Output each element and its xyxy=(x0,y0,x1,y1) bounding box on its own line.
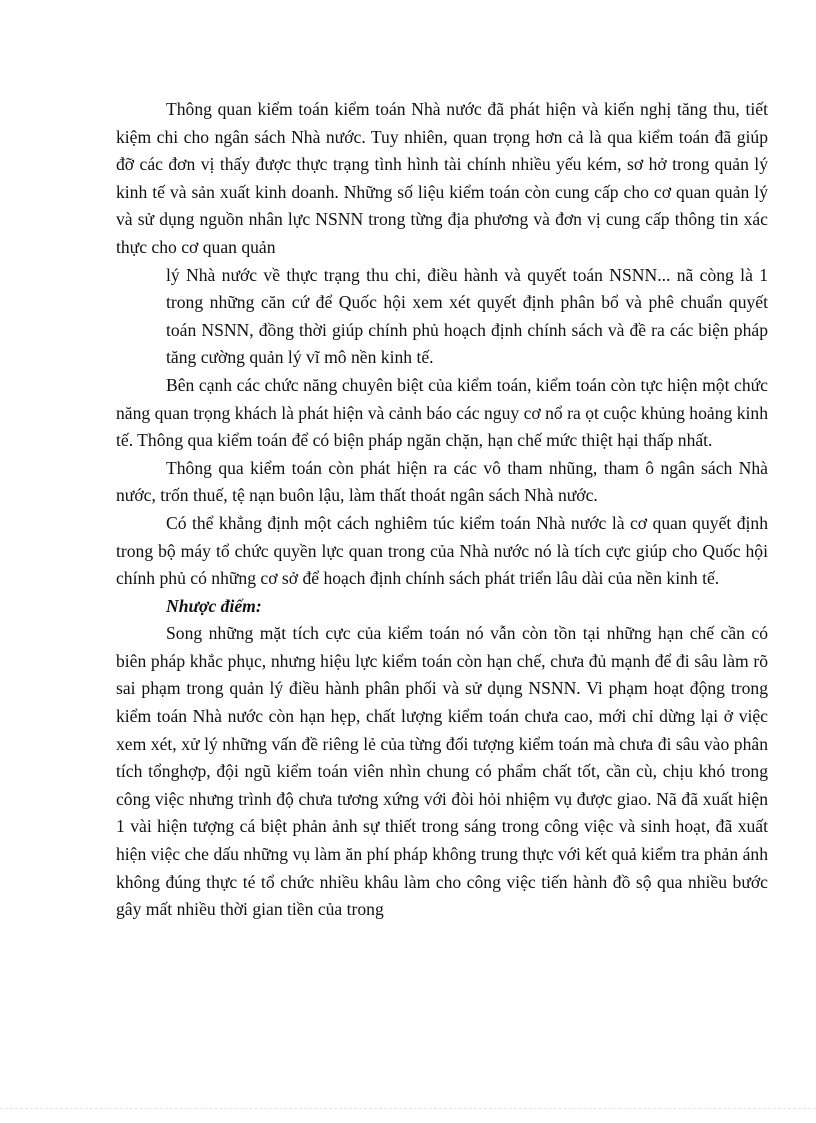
paragraph-state-management: lý Nhà nước về thực trạng thu chi, điều hành và quyết toán NSNN... nã còng là 1 trong những căn cứ để Quốc hội xem xét quyết định phân bổ và phê chuẩn quyết toán NSNN, đồng thời giúp chính phủ hoạch định chính sách và đề ra các biện pháp tăng cường quản lý vĩ mô nền kinh tế. xyxy=(166,264,768,368)
paragraph-warning-function: Bên cạnh các chức năng chuyên biệt của kiểm toán, kiểm toán còn tực hiện một chức năng quan trọng khách là phát hiện và cảnh báo các nguy cơ nổ ra ọt cuộc khủng hoảng kinh tế. Thông qua kiểm toán để có biện pháp ngăn chặn, hạn chế mức thiệt hại thấp nhất. xyxy=(116,374,768,451)
paragraph-audit-results: Thông quan kiểm toán kiểm toán Nhà nước đã phát hiện và kiến nghị tăng thu, tiết kiệm chi cho ngân sách Nhà nước. Tuy nhiên, quan trọng hơn cả là qua kiểm toán đã giúp đỡ các đơn vị thấy được thực trạng tình hình tài chính nhiều yếu kém, sơ hở trong quản lý kinh tế và sản xuất kinh doanh. Những số liệu kiểm toán còn cung cấp cho cơ quan quản lý và sử dụng nguồn nhân lực NSNN trong từng địa phương và đơn vị cung cấp thông tin xác thực cho cơ quan quản xyxy=(116,99,768,257)
section-heading-weaknesses: Nhược điểm: xyxy=(166,595,262,616)
page-bottom-divider xyxy=(0,1108,816,1109)
paragraph-weaknesses: Song những mặt tích cực của kiểm toán nó vẫn còn tồn tại những hạn chế cần có biên pháp khắc phục, nhưng hiệu lực kiểm toán còn hạn chế, chưa đủ mạnh để đi sâu làm rõ sai phạm trong quản lý điều hành phân phối và sử dụng NSNN. Vi phạm hoạt động trong kiểm toán Nhà nước còn hạn hẹp, chất lượng kiểm toán chưa cao, mới chỉ dừng lại ở việc xem xét, xử lý những vấn đề riêng lẻ của từng đối tượng kiểm toán mà chưa đi sâu vào phân tích tổnghợp, đội ngũ kiểm toán viên nhìn chung có phẩm chất tốt, cần cù, chịu khó trong công việc nhưng trình độ chưa tương xứng với đòi hỏi nhiệm vụ được giao. Nã đã xuất hiện 1 vài hiện tượng cá biệt phản ảnh sự thiết trong sáng trong công việc và sinh hoạt, đã xuất hiện việc che dấu những vụ làm ăn phí pháp không trung thực với kết quả kiểm tra phản ánh không đúng thực té tổ chức nhiều khâu làm cho công việc tiến hành đồ sộ qua nhiều bước gây mất nhiều thời gian tiền của trong xyxy=(116,623,768,920)
paragraph-conclusion: Có thể khẳng định một cách nghiêm túc kiểm toán Nhà nước là cơ quan quyết định trong bộ máy tổ chức quyền lực quan trong của Nhà nước nó là tích cực giúp cho Quốc hội chính phủ có những cơ sở để hoạch định chính sách phát triển lâu dài của nền kinh tế. xyxy=(116,512,768,589)
document-body xyxy=(116,96,768,924)
paragraph-corruption-detection: Thông qua kiểm toán còn phát hiện ra các vô tham nhũng, tham ô ngân sách Nhà nước, trốn thuế, tệ nạn buôn lậu, làm thất thoát ngân sách Nhà nước. xyxy=(116,457,768,506)
